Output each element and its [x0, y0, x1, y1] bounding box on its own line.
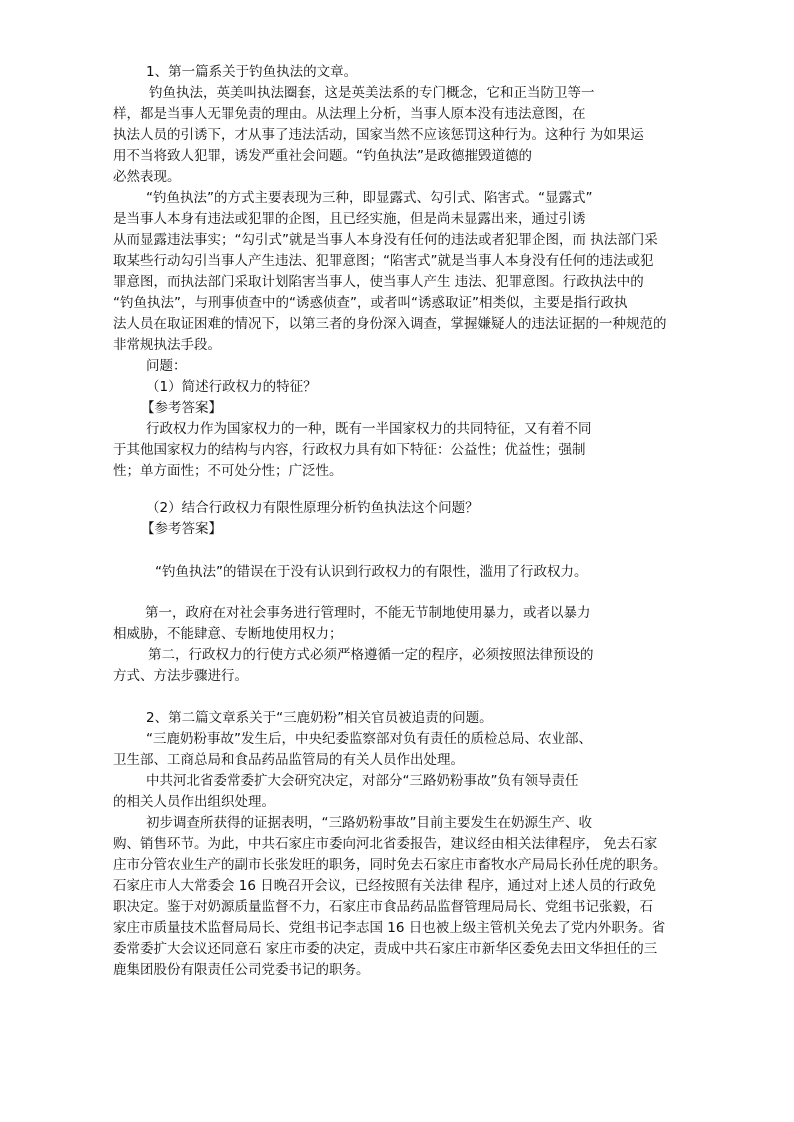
paragraph-line: 的相关人员作出组织处理。	[113, 794, 275, 810]
paragraph-line: 家庄市质量技术监督局局长、党组书记李志国 16 日也被上级主管机关免去了党内外职务。省	[113, 920, 666, 936]
paragraph-line: 庄市分管农业生产的副市长张发旺的职务，同时免去石家庄市畜牧水产局局长孙任虎的职务。	[113, 857, 667, 873]
answer-line: 第二，行政权力的行使方式必须严格遵循一定的程序，必须按照法律预设的	[148, 647, 594, 663]
paragraph-line: 购、销售环节。为此，中共石家庄市委向河北省委报告，建议经由相关法律程序， 免去石家	[113, 836, 658, 852]
reference-answer-label: 【参考答案】	[141, 521, 222, 537]
section-2-heading: 2、第二篇文章系关于“三鹿奶粉”相关官员被追责的问题。	[146, 710, 493, 726]
answer-line: 于其他国家权力的结构与内容，行政权力具有如下特征：公益性；优益性；强制	[113, 442, 586, 458]
answer-line: “钓鱼执法”的错误在于没有认识到行政权力的有限性，滥用了行政权力。	[155, 564, 588, 580]
paragraph-line: 钓鱼执法，英美叫执法圈套，这是英美法系的专门概念，它和正当防卫等一	[149, 85, 595, 101]
question-2: （2）结合行政权力有限性原理分析钓鱼执法这个问题？	[146, 500, 479, 516]
answer-line: 行政权力作为国家权力的一种，既有一半国家权力的共同特征，又有着不同	[146, 421, 592, 437]
section-1-heading: 1、第一篇系关于钓鱼执法的文章。	[146, 64, 358, 80]
paragraph-line: 中共河北省委常委扩大会研究决定，对部分“三路奶粉事故”负有领导责任	[146, 773, 579, 789]
paragraph-line: 初步调查所获得的证据表明，“三路奶粉事故”目前主要发生在奶源生产、收	[146, 815, 592, 831]
paragraph-line: 卫生部、工商总局和食品药品监管局的有关人员作出处理。	[113, 752, 464, 768]
paragraph-line: 职决定。鉴于对奶源质量监督不力，石家庄市食品药品监督管理局局长、党组书记张毅，石	[113, 899, 653, 915]
paragraph-line: 鹿集团股份有限责任公司党委书记的职务。	[113, 962, 370, 978]
paragraph-line: 石家庄市人大常委会 16 日晚召开会议，已经按照有关法律 程序，通过对上述人员的行政免	[113, 878, 657, 894]
reference-answer-label: 【参考答案】	[141, 400, 222, 416]
paragraph-line: 非常规执法手段。	[113, 337, 221, 353]
answer-line: 性；单方面性；不可处分性；广泛性。	[113, 463, 343, 479]
answer-line: 第一，政府在对社会事务进行管理时，不能无节制地使用暴力，或者以暴力	[145, 605, 591, 621]
question-1: （1）简述行政权力的特征？	[146, 379, 317, 395]
paragraph-line: 是当事人本身有违法或犯罪的企图，且已经实施，但是尚未显露出来，通过引诱	[113, 211, 586, 227]
answer-line: 方式、方法步骤进行。	[113, 668, 248, 684]
paragraph-line: “钓鱼执法”的方式主要表现为三种，即显露式、勾引式、陷害式。“显露式”	[146, 190, 593, 206]
paragraph-line: 取某些行动勾引当事人产生违法、犯罪意图；“陷害式”就是当事人本身没有任何的违法或犯	[113, 253, 654, 269]
answer-line: 相威胁，不能肆意、专断地使用权力；	[113, 626, 343, 642]
paragraph-line: 法人员在取证困难的情况下，以第三者的身份深入调查，掌握嫌疑人的违法证据的一种规范的	[113, 316, 667, 332]
paragraph-line: 必然表现。	[113, 169, 181, 185]
paragraph-line: “三鹿奶粉事故”发生后，中央纪委监察部对负有责任的质检总局、农业部、	[146, 731, 592, 747]
paragraph-line: “钓鱼执法”，与刑事侦查中的“诱惑侦查”，或者叫“诱惑取证”相类似，主要是指行政执	[113, 295, 628, 311]
paragraph-line: 样，都是当事人无罪免责的理由。从法理上分析，当事人原本没有违法意图，在	[113, 106, 586, 122]
questions-label: 问题：	[146, 358, 187, 374]
paragraph-line: 用不当将致人犯罪，诱发严重社会问题。“钓鱼执法”是政德摧毁道德的	[113, 148, 532, 164]
paragraph-line: 委常委扩大会议还同意石 家庄市委的决定，责成中共石家庄市新华区委免去田文华担任的三	[113, 941, 658, 957]
paragraph-line: 从而显露违法事实；“勾引式”就是当事人本身没有任何的违法或者犯罪企图，而 执法部门采	[113, 232, 658, 248]
paragraph-line: 罪意图，而执法部门采取计划陷害当事人，使当事人产生 违法、犯罪意图。行政执法中的	[113, 274, 644, 290]
paragraph-line: 执法人员的引诱下，才从事了违法活动，国家当然不应该惩罚这种行为。这种行 为如果运	[113, 127, 644, 143]
